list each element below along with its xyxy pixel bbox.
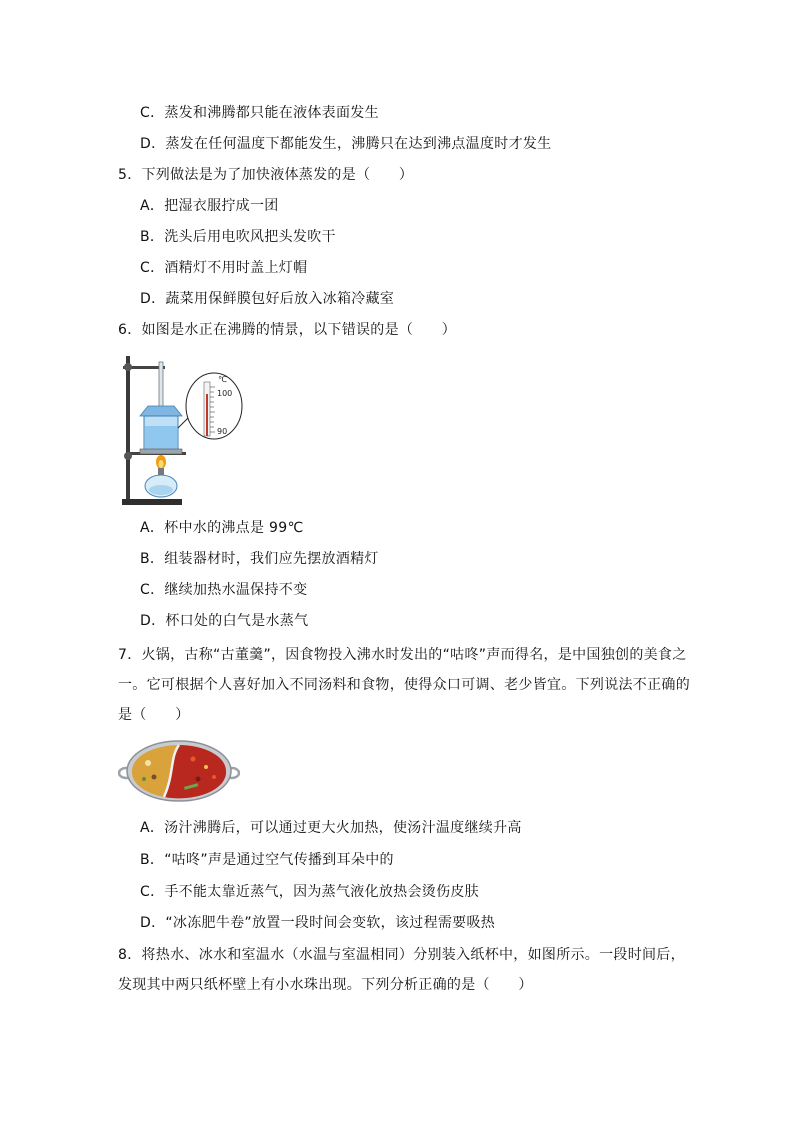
q4-option-d: D．蒸发在任何温度下都能发生，沸腾只在达到沸点温度时才发生 (140, 136, 552, 152)
q7-stem-line-1: 7．火锅，古称“古董羹”，因食物投入沸水时发出的“咕咚”声而得名，是中国独创的美食之 (118, 647, 687, 663)
q6-option-a: A．杯中水的沸点是 99℃ (140, 520, 304, 536)
q5-stem: 5．下列做法是为了加快液体蒸发的是（ ） (118, 167, 414, 183)
wire-gauze (140, 449, 182, 454)
boiling-apparatus-figure (118, 350, 248, 508)
thermometer-callout (186, 373, 242, 439)
q6-option-b: B．组装器材时，我们应先摆放酒精灯 (140, 551, 379, 567)
q7-stem-line-2: 一。它可根据个人喜好加入不同汤料和食物，使得众口可调、老少皆宜。下列说法不正确的 (118, 677, 690, 693)
q7-option-b: B．“咕咚”声是通过空气传播到耳朵中的 (140, 852, 394, 868)
q5-option-c: C．酒精灯不用时盖上灯帽 (140, 260, 308, 276)
q6-option-d: D．杯口处的白气是水蒸气 (140, 613, 309, 629)
q5-option-b: B．洗头后用电吹风把头发吹干 (140, 229, 336, 245)
q8-stem-line-1: 8．将热水、冰水和室温水（水温与室温相同）分别装入纸杯中，如图所示。一段时间后， (118, 947, 685, 963)
q5-option-a: A．把湿衣服拧成一团 (140, 198, 279, 214)
q7-option-a: A．汤汁沸腾后，可以通过更大火加热，使汤汁温度继续升高 (140, 820, 522, 836)
hotpot-image (118, 735, 240, 809)
q6-stem: 6．如图是水正在沸腾的情景，以下错误的是（ ） (118, 322, 457, 338)
iron-stand-base (122, 499, 182, 505)
iron-stand-rod (126, 356, 130, 501)
q4-option-c: C．蒸发和沸腾都只能在液体表面发生 (140, 105, 379, 121)
q7-stem-line-3: 是（ ） (118, 707, 190, 723)
beaker-lid (140, 406, 182, 416)
q7-option-c: C．手不能太靠近蒸气，因为蒸气液化放热会烫伤皮肤 (140, 884, 479, 900)
q7-option-d: D．“冰冻肥牛卷”放置一段时间会变软，该过程需要吸热 (140, 915, 496, 931)
callout-tick-90: 90 (217, 427, 228, 436)
callout-tick-100: 100 (217, 389, 233, 398)
q8-stem-line-2: 发现其中两只纸杯壁上有小水珠出现。下列分析正确的是（ ） (118, 977, 533, 993)
callout-unit: ℃ (218, 375, 227, 384)
q5-option-d: D．蔬菜用保鲜膜包好后放入冰箱冷藏室 (140, 291, 395, 307)
q6-option-c: C．继续加热水温保持不变 (140, 582, 308, 598)
